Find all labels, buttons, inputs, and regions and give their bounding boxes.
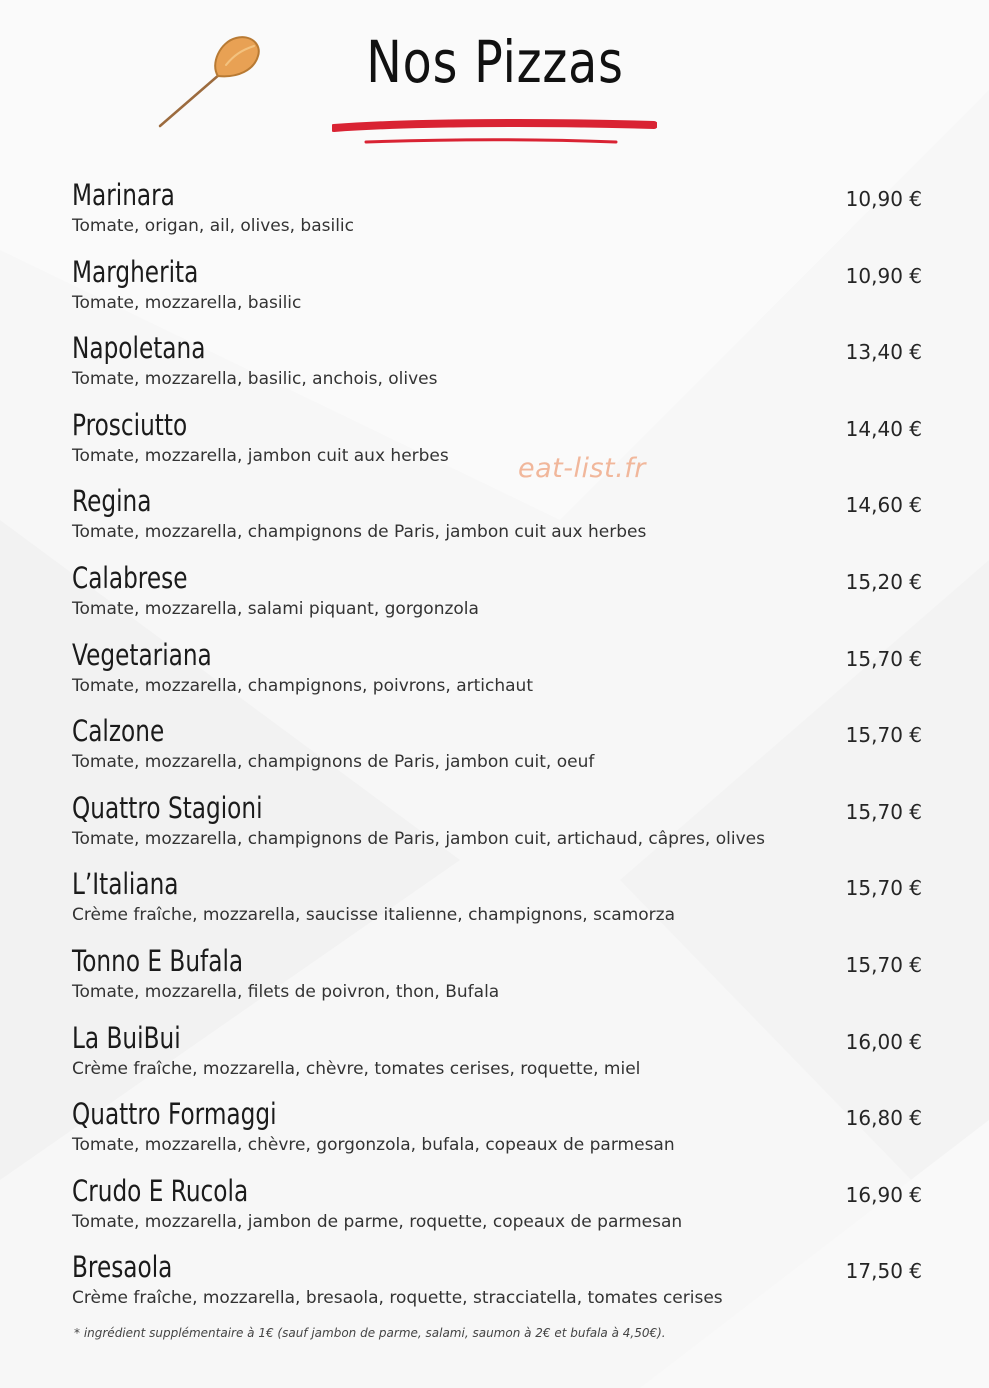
menu-item (72, 789, 922, 866)
pizza-name: Regina (72, 484, 152, 519)
pizza-description: Crème fraîche, mozzarella, bresaola, roquette, stracciatella, tomates cerises (72, 1288, 723, 1309)
menu-item (72, 636, 922, 713)
menu-item (72, 712, 922, 789)
pizza-name: Vegetariana (72, 637, 212, 672)
pizza-description: Tomate, mozzarella, chèvre, gorgonzola, bufala, copeaux de parmesan (72, 1135, 675, 1156)
pizza-description: Tomate, mozzarella, champignons, poivrons, artichaut (72, 675, 534, 696)
pizza-name: Crudo E Rucola (72, 1173, 249, 1208)
pizza-name: L’Italiana (72, 867, 179, 902)
page-title: Nos Pizzas (366, 28, 624, 96)
pizza-price: 14,40 € (845, 416, 922, 441)
pizza-name: Napoletana (72, 331, 206, 366)
pizza-price: 15,70 € (845, 646, 922, 671)
pizza-description: Tomate, mozzarella, jambon cuit aux herbes (72, 445, 449, 466)
pizza-price: 13,40 € (845, 340, 922, 365)
pizza-price: 17,50 € (845, 1259, 922, 1284)
pizza-price: 16,00 € (845, 1029, 922, 1054)
pizza-name: Quattro Stagioni (72, 790, 263, 825)
menu-item (72, 1172, 922, 1249)
menu-item (72, 559, 922, 636)
menu-item (72, 482, 922, 559)
pizza-description: Tomate, mozzarella, filets de poivron, thon, Bufala (72, 981, 500, 1002)
pizza-price: 15,70 € (845, 723, 922, 748)
pizza-price: 15,70 € (845, 799, 922, 824)
pizza-name: La BuiBui (72, 1020, 181, 1055)
menu-item (72, 1019, 922, 1096)
pizza-price: 15,70 € (845, 876, 922, 901)
menu-item (72, 1248, 922, 1325)
menu-item (72, 942, 922, 1019)
pizza-description: Tomate, mozzarella, basilic (72, 292, 302, 313)
menu-item (72, 253, 922, 330)
pizza-description: Tomate, mozzarella, salami piquant, gorgonzola (72, 598, 479, 619)
pizza-description: Tomate, mozzarella, champignons de Paris, jambon cuit, artichaud, câpres, olives (72, 828, 765, 849)
pizza-description: Tomate, mozzarella, champignons de Paris, jambon cuit aux herbes (72, 522, 647, 543)
pizza-description: Crème fraîche, mozzarella, saucisse italienne, champignons, scamorza (72, 905, 675, 926)
menu-header (0, 0, 989, 160)
pizza-menu-list (72, 176, 922, 1325)
menu-item (72, 176, 922, 253)
pizza-name: Calzone (72, 714, 165, 749)
pizza-description: Tomate, mozzarella, basilic, anchois, olives (72, 369, 438, 390)
pizza-price: 10,90 € (845, 263, 922, 288)
footnote: * ingrédient supplémentaire à 1€ (sauf jambon de parme, salami, saumon à 2€ et bufala à 4,50€). (74, 1326, 666, 1340)
pizza-price: 14,60 € (845, 493, 922, 518)
pizza-price: 10,90 € (845, 187, 922, 211)
pizza-description: Crème fraîche, mozzarella, chèvre, tomates cerises, roquette, miel (72, 1058, 641, 1079)
menu-item (72, 865, 922, 942)
pizza-description: Tomate, origan, ail, olives, basilic (72, 216, 354, 236)
menu-item (72, 1095, 922, 1172)
pizza-description: Tomate, mozzarella, jambon de parme, roquette, copeaux de parmesan (72, 1211, 683, 1232)
pizza-name: Marinara (72, 178, 175, 212)
pizza-name: Margherita (72, 254, 199, 289)
pizza-name: Prosciutto (72, 407, 188, 442)
title-underline (332, 118, 657, 148)
pizza-description: Tomate, mozzarella, champignons de Paris, jambon cuit, oeuf (72, 752, 595, 773)
pizza-price: 16,80 € (845, 1106, 922, 1131)
menu-item (72, 406, 922, 483)
pizza-name: Tonno E Bufala (72, 943, 244, 978)
pizza-price: 16,90 € (845, 1182, 922, 1207)
pizza-name: Quattro Formaggi (72, 1097, 277, 1132)
pizza-price: 15,70 € (845, 952, 922, 977)
menu-item (72, 329, 922, 406)
pizza-name: Calabrese (72, 560, 188, 595)
pizza-price: 15,20 € (845, 569, 922, 594)
pizza-name: Bresaola (72, 1250, 173, 1285)
watermark-text: eat-list.fr (518, 453, 646, 484)
pizza-peel-icon (152, 30, 272, 140)
